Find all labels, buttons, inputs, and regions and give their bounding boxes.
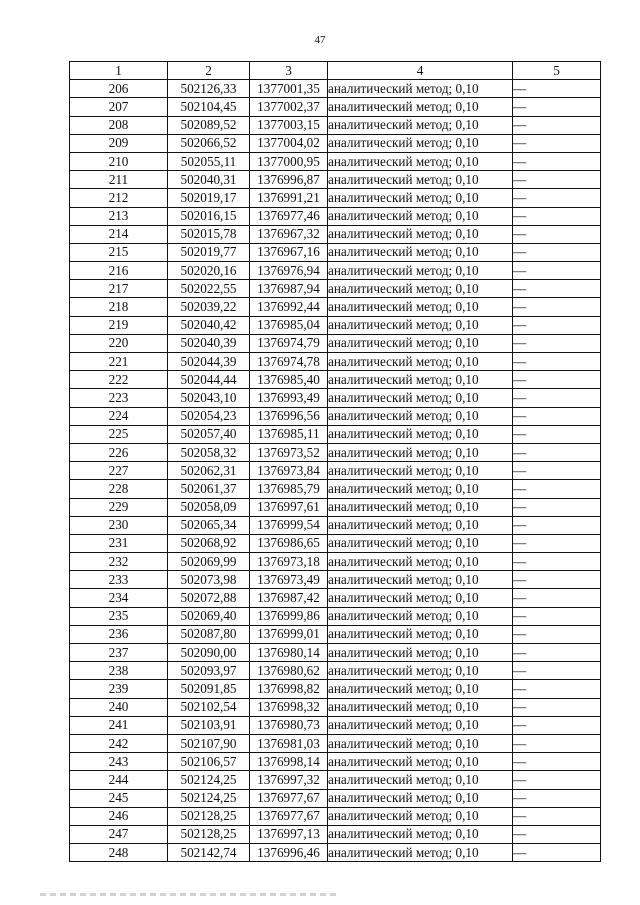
coord-x-cell: 502126,33 bbox=[168, 80, 250, 98]
point-number-cell: 225 bbox=[70, 425, 168, 443]
coord-x-cell: 502039,22 bbox=[168, 298, 250, 316]
coord-x-cell: 502102,54 bbox=[168, 698, 250, 716]
coord-x-cell: 502015,78 bbox=[168, 225, 250, 243]
coord-y-cell: 1376998,14 bbox=[250, 753, 328, 771]
coord-y-cell: 1376996,46 bbox=[250, 844, 328, 862]
method-accuracy-cell: аналитический метод; 0,10 bbox=[328, 480, 513, 498]
coord-y-cell: 1376985,04 bbox=[250, 316, 328, 334]
method-accuracy-cell: аналитический метод; 0,10 bbox=[328, 734, 513, 752]
point-number-cell: 222 bbox=[70, 371, 168, 389]
method-accuracy-cell: аналитический метод; 0,10 bbox=[328, 152, 513, 170]
table-row bbox=[70, 243, 601, 261]
coord-y-cell: 1376985,11 bbox=[250, 425, 328, 443]
table-row bbox=[70, 807, 601, 825]
method-accuracy-cell: аналитический метод; 0,10 bbox=[328, 680, 513, 698]
table-row bbox=[70, 334, 601, 352]
coord-y-cell: 1376977,67 bbox=[250, 789, 328, 807]
coord-x-cell: 502044,44 bbox=[168, 371, 250, 389]
method-accuracy-cell: аналитический метод; 0,10 bbox=[328, 589, 513, 607]
method-accuracy-cell: аналитический метод; 0,10 bbox=[328, 807, 513, 825]
point-number-cell: 236 bbox=[70, 625, 168, 643]
method-accuracy-cell: аналитический метод; 0,10 bbox=[328, 716, 513, 734]
note-cell: — bbox=[513, 680, 601, 698]
method-accuracy-cell: аналитический метод; 0,10 bbox=[328, 171, 513, 189]
note-cell: — bbox=[513, 425, 601, 443]
note-cell: — bbox=[513, 825, 601, 843]
coord-y-cell: 1376996,56 bbox=[250, 407, 328, 425]
point-number-cell: 246 bbox=[70, 807, 168, 825]
method-accuracy-cell: аналитический метод; 0,10 bbox=[328, 553, 513, 571]
method-accuracy-cell: аналитический метод; 0,10 bbox=[328, 207, 513, 225]
note-cell: — bbox=[513, 353, 601, 371]
coord-x-cell: 502128,25 bbox=[168, 807, 250, 825]
coord-y-cell: 1376977,67 bbox=[250, 807, 328, 825]
point-number-cell: 215 bbox=[70, 243, 168, 261]
table-body bbox=[70, 80, 601, 862]
coord-y-cell: 1376997,61 bbox=[250, 498, 328, 516]
method-accuracy-cell: аналитический метод; 0,10 bbox=[328, 844, 513, 862]
point-number-cell: 244 bbox=[70, 771, 168, 789]
coord-x-cell: 502065,34 bbox=[168, 516, 250, 534]
method-accuracy-cell: аналитический метод; 0,10 bbox=[328, 371, 513, 389]
header-col-4: 4 bbox=[328, 62, 513, 80]
point-number-cell: 224 bbox=[70, 407, 168, 425]
coord-y-cell: 1376977,46 bbox=[250, 207, 328, 225]
table-row bbox=[70, 134, 601, 152]
coord-x-cell: 502019,17 bbox=[168, 189, 250, 207]
coord-y-cell: 1377003,15 bbox=[250, 116, 328, 134]
coord-y-cell: 1376976,94 bbox=[250, 262, 328, 280]
method-accuracy-cell: аналитический метод; 0,10 bbox=[328, 462, 513, 480]
coord-x-cell: 502055,11 bbox=[168, 152, 250, 170]
point-number-cell: 209 bbox=[70, 134, 168, 152]
note-cell: — bbox=[513, 298, 601, 316]
coord-x-cell: 502091,85 bbox=[168, 680, 250, 698]
coord-x-cell: 502019,77 bbox=[168, 243, 250, 261]
coord-y-cell: 1376973,49 bbox=[250, 571, 328, 589]
coord-x-cell: 502104,45 bbox=[168, 98, 250, 116]
coord-x-cell: 502107,90 bbox=[168, 734, 250, 752]
coord-x-cell: 502040,39 bbox=[168, 334, 250, 352]
method-accuracy-cell: аналитический метод; 0,10 bbox=[328, 116, 513, 134]
point-number-cell: 248 bbox=[70, 844, 168, 862]
note-cell: — bbox=[513, 371, 601, 389]
coord-y-cell: 1376980,62 bbox=[250, 662, 328, 680]
table-row bbox=[70, 716, 601, 734]
point-number-cell: 214 bbox=[70, 225, 168, 243]
point-number-cell: 218 bbox=[70, 298, 168, 316]
point-number-cell: 235 bbox=[70, 607, 168, 625]
table-row bbox=[70, 425, 601, 443]
table-row bbox=[70, 516, 601, 534]
coord-x-cell: 502069,99 bbox=[168, 553, 250, 571]
point-number-cell: 228 bbox=[70, 480, 168, 498]
table-row bbox=[70, 625, 601, 643]
method-accuracy-cell: аналитический метод; 0,10 bbox=[328, 189, 513, 207]
point-number-cell: 240 bbox=[70, 698, 168, 716]
table-row bbox=[70, 462, 601, 480]
coord-y-cell: 1376986,65 bbox=[250, 534, 328, 552]
table-row bbox=[70, 280, 601, 298]
point-number-cell: 247 bbox=[70, 825, 168, 843]
table-row bbox=[70, 116, 601, 134]
table-row bbox=[70, 225, 601, 243]
note-cell: — bbox=[513, 116, 601, 134]
coord-x-cell: 502068,92 bbox=[168, 534, 250, 552]
note-cell: — bbox=[513, 134, 601, 152]
coord-y-cell: 1376996,87 bbox=[250, 171, 328, 189]
method-accuracy-cell: аналитический метод; 0,10 bbox=[328, 753, 513, 771]
table-row bbox=[70, 353, 601, 371]
header-col-1: 1 bbox=[70, 62, 168, 80]
point-number-cell: 239 bbox=[70, 680, 168, 698]
coord-y-cell: 1376997,32 bbox=[250, 771, 328, 789]
method-accuracy-cell: аналитический метод; 0,10 bbox=[328, 534, 513, 552]
note-cell: — bbox=[513, 844, 601, 862]
point-number-cell: 216 bbox=[70, 262, 168, 280]
coord-y-cell: 1377004,02 bbox=[250, 134, 328, 152]
point-number-cell: 237 bbox=[70, 644, 168, 662]
point-number-cell: 243 bbox=[70, 753, 168, 771]
coord-y-cell: 1376985,40 bbox=[250, 371, 328, 389]
coord-y-cell: 1376993,49 bbox=[250, 389, 328, 407]
table-row bbox=[70, 262, 601, 280]
note-cell: — bbox=[513, 443, 601, 461]
header-col-5: 5 bbox=[513, 62, 601, 80]
point-number-cell: 231 bbox=[70, 534, 168, 552]
coord-x-cell: 502022,55 bbox=[168, 280, 250, 298]
coord-y-cell: 1376992,44 bbox=[250, 298, 328, 316]
coord-y-cell: 1376985,79 bbox=[250, 480, 328, 498]
method-accuracy-cell: аналитический метод; 0,10 bbox=[328, 225, 513, 243]
point-number-cell: 217 bbox=[70, 280, 168, 298]
note-cell: — bbox=[513, 753, 601, 771]
coord-y-cell: 1376987,42 bbox=[250, 589, 328, 607]
coord-x-cell: 502128,25 bbox=[168, 825, 250, 843]
note-cell: — bbox=[513, 262, 601, 280]
table-header-row bbox=[70, 62, 601, 80]
table-row bbox=[70, 825, 601, 843]
coord-y-cell: 1376967,32 bbox=[250, 225, 328, 243]
note-cell: — bbox=[513, 498, 601, 516]
coord-x-cell: 502054,23 bbox=[168, 407, 250, 425]
table-row bbox=[70, 389, 601, 407]
method-accuracy-cell: аналитический метод; 0,10 bbox=[328, 625, 513, 643]
note-cell: — bbox=[513, 334, 601, 352]
point-number-cell: 227 bbox=[70, 462, 168, 480]
coord-x-cell: 502124,25 bbox=[168, 789, 250, 807]
note-cell: — bbox=[513, 662, 601, 680]
coord-y-cell: 1376998,82 bbox=[250, 680, 328, 698]
point-number-cell: 229 bbox=[70, 498, 168, 516]
note-cell: — bbox=[513, 771, 601, 789]
method-accuracy-cell: аналитический метод; 0,10 bbox=[328, 389, 513, 407]
coord-y-cell: 1376974,78 bbox=[250, 353, 328, 371]
point-number-cell: 245 bbox=[70, 789, 168, 807]
note-cell: — bbox=[513, 644, 601, 662]
note-cell: — bbox=[513, 480, 601, 498]
table-row bbox=[70, 662, 601, 680]
coord-x-cell: 502066,52 bbox=[168, 134, 250, 152]
table-row bbox=[70, 534, 601, 552]
note-cell: — bbox=[513, 98, 601, 116]
note-cell: — bbox=[513, 534, 601, 552]
coord-y-cell: 1376991,21 bbox=[250, 189, 328, 207]
table-row bbox=[70, 152, 601, 170]
coord-x-cell: 502072,88 bbox=[168, 589, 250, 607]
coord-x-cell: 502058,32 bbox=[168, 443, 250, 461]
scan-artifact bbox=[40, 893, 340, 896]
table-row bbox=[70, 553, 601, 571]
coord-y-cell: 1376973,84 bbox=[250, 462, 328, 480]
note-cell: — bbox=[513, 407, 601, 425]
method-accuracy-cell: аналитический метод; 0,10 bbox=[328, 98, 513, 116]
note-cell: — bbox=[513, 152, 601, 170]
coord-x-cell: 502089,52 bbox=[168, 116, 250, 134]
note-cell: — bbox=[513, 207, 601, 225]
coord-y-cell: 1377001,35 bbox=[250, 80, 328, 98]
point-number-cell: 206 bbox=[70, 80, 168, 98]
method-accuracy-cell: аналитический метод; 0,10 bbox=[328, 280, 513, 298]
coord-y-cell: 1376999,01 bbox=[250, 625, 328, 643]
point-number-cell: 213 bbox=[70, 207, 168, 225]
table-row bbox=[70, 571, 601, 589]
method-accuracy-cell: аналитический метод; 0,10 bbox=[328, 825, 513, 843]
method-accuracy-cell: аналитический метод; 0,10 bbox=[328, 571, 513, 589]
note-cell: — bbox=[513, 625, 601, 643]
point-number-cell: 223 bbox=[70, 389, 168, 407]
table-row bbox=[70, 680, 601, 698]
coord-y-cell: 1376980,14 bbox=[250, 644, 328, 662]
coord-x-cell: 502106,57 bbox=[168, 753, 250, 771]
table-row bbox=[70, 789, 601, 807]
coord-y-cell: 1376967,16 bbox=[250, 243, 328, 261]
coord-y-cell: 1376999,54 bbox=[250, 516, 328, 534]
coordinates-table bbox=[69, 61, 601, 862]
coord-y-cell: 1376973,52 bbox=[250, 443, 328, 461]
method-accuracy-cell: аналитический метод; 0,10 bbox=[328, 516, 513, 534]
coord-y-cell: 1376973,18 bbox=[250, 553, 328, 571]
coord-x-cell: 502040,31 bbox=[168, 171, 250, 189]
coord-x-cell: 502020,16 bbox=[168, 262, 250, 280]
coord-x-cell: 502090,00 bbox=[168, 644, 250, 662]
method-accuracy-cell: аналитический метод; 0,10 bbox=[328, 407, 513, 425]
point-number-cell: 238 bbox=[70, 662, 168, 680]
coord-x-cell: 502043,10 bbox=[168, 389, 250, 407]
note-cell: — bbox=[513, 280, 601, 298]
note-cell: — bbox=[513, 243, 601, 261]
note-cell: — bbox=[513, 225, 601, 243]
method-accuracy-cell: аналитический метод; 0,10 bbox=[328, 607, 513, 625]
table-row bbox=[70, 371, 601, 389]
point-number-cell: 208 bbox=[70, 116, 168, 134]
method-accuracy-cell: аналитический метод; 0,10 bbox=[328, 243, 513, 261]
table-row bbox=[70, 644, 601, 662]
point-number-cell: 226 bbox=[70, 443, 168, 461]
table-row bbox=[70, 207, 601, 225]
point-number-cell: 233 bbox=[70, 571, 168, 589]
note-cell: — bbox=[513, 389, 601, 407]
note-cell: — bbox=[513, 189, 601, 207]
note-cell: — bbox=[513, 553, 601, 571]
point-number-cell: 221 bbox=[70, 353, 168, 371]
point-number-cell: 232 bbox=[70, 553, 168, 571]
note-cell: — bbox=[513, 607, 601, 625]
table-row bbox=[70, 80, 601, 98]
method-accuracy-cell: аналитический метод; 0,10 bbox=[328, 443, 513, 461]
method-accuracy-cell: аналитический метод; 0,10 bbox=[328, 334, 513, 352]
note-cell: — bbox=[513, 571, 601, 589]
method-accuracy-cell: аналитический метод; 0,10 bbox=[328, 771, 513, 789]
coord-x-cell: 502016,15 bbox=[168, 207, 250, 225]
note-cell: — bbox=[513, 716, 601, 734]
method-accuracy-cell: аналитический метод; 0,10 bbox=[328, 80, 513, 98]
note-cell: — bbox=[513, 734, 601, 752]
coord-y-cell: 1376997,13 bbox=[250, 825, 328, 843]
method-accuracy-cell: аналитический метод; 0,10 bbox=[328, 662, 513, 680]
table-row bbox=[70, 589, 601, 607]
coord-y-cell: 1376998,32 bbox=[250, 698, 328, 716]
coord-x-cell: 502062,31 bbox=[168, 462, 250, 480]
table-row bbox=[70, 298, 601, 316]
note-cell: — bbox=[513, 698, 601, 716]
table-row bbox=[70, 98, 601, 116]
coord-x-cell: 502061,37 bbox=[168, 480, 250, 498]
method-accuracy-cell: аналитический метод; 0,10 bbox=[328, 644, 513, 662]
point-number-cell: 230 bbox=[70, 516, 168, 534]
header-col-3: 3 bbox=[250, 62, 328, 80]
table-row bbox=[70, 844, 601, 862]
method-accuracy-cell: аналитический метод; 0,10 bbox=[328, 698, 513, 716]
coord-x-cell: 502073,98 bbox=[168, 571, 250, 589]
table-row bbox=[70, 316, 601, 334]
header-col-2: 2 bbox=[168, 62, 250, 80]
method-accuracy-cell: аналитический метод; 0,10 bbox=[328, 298, 513, 316]
point-number-cell: 211 bbox=[70, 171, 168, 189]
table-row bbox=[70, 407, 601, 425]
method-accuracy-cell: аналитический метод; 0,10 bbox=[328, 789, 513, 807]
method-accuracy-cell: аналитический метод; 0,10 bbox=[328, 425, 513, 443]
method-accuracy-cell: аналитический метод; 0,10 bbox=[328, 262, 513, 280]
table-row bbox=[70, 480, 601, 498]
coord-y-cell: 1377002,37 bbox=[250, 98, 328, 116]
table-row bbox=[70, 443, 601, 461]
method-accuracy-cell: аналитический метод; 0,10 bbox=[328, 134, 513, 152]
note-cell: — bbox=[513, 462, 601, 480]
note-cell: — bbox=[513, 789, 601, 807]
table-row bbox=[70, 734, 601, 752]
coord-y-cell: 1376999,86 bbox=[250, 607, 328, 625]
table-row bbox=[70, 171, 601, 189]
point-number-cell: 212 bbox=[70, 189, 168, 207]
note-cell: — bbox=[513, 516, 601, 534]
method-accuracy-cell: аналитический метод; 0,10 bbox=[328, 498, 513, 516]
note-cell: — bbox=[513, 589, 601, 607]
coord-x-cell: 502040,42 bbox=[168, 316, 250, 334]
method-accuracy-cell: аналитический метод; 0,10 bbox=[328, 353, 513, 371]
note-cell: — bbox=[513, 807, 601, 825]
point-number-cell: 234 bbox=[70, 589, 168, 607]
coord-x-cell: 502069,40 bbox=[168, 607, 250, 625]
point-number-cell: 242 bbox=[70, 734, 168, 752]
point-number-cell: 241 bbox=[70, 716, 168, 734]
coord-x-cell: 502142,74 bbox=[168, 844, 250, 862]
note-cell: — bbox=[513, 171, 601, 189]
point-number-cell: 210 bbox=[70, 152, 168, 170]
point-number-cell: 207 bbox=[70, 98, 168, 116]
note-cell: — bbox=[513, 80, 601, 98]
coord-x-cell: 502044,39 bbox=[168, 353, 250, 371]
coord-x-cell: 502103,91 bbox=[168, 716, 250, 734]
point-number-cell: 219 bbox=[70, 316, 168, 334]
coord-x-cell: 502093,97 bbox=[168, 662, 250, 680]
page-number: 47 bbox=[314, 34, 326, 46]
method-accuracy-cell: аналитический метод; 0,10 bbox=[328, 316, 513, 334]
table-row bbox=[70, 771, 601, 789]
table-row bbox=[70, 189, 601, 207]
coord-x-cell: 502087,80 bbox=[168, 625, 250, 643]
coord-x-cell: 502124,25 bbox=[168, 771, 250, 789]
coord-x-cell: 502058,09 bbox=[168, 498, 250, 516]
table-row bbox=[70, 698, 601, 716]
coord-x-cell: 502057,40 bbox=[168, 425, 250, 443]
table-row bbox=[70, 607, 601, 625]
note-cell: — bbox=[513, 316, 601, 334]
table-row bbox=[70, 753, 601, 771]
coord-y-cell: 1376980,73 bbox=[250, 716, 328, 734]
table-row bbox=[70, 498, 601, 516]
coord-y-cell: 1376987,94 bbox=[250, 280, 328, 298]
point-number-cell: 220 bbox=[70, 334, 168, 352]
coord-y-cell: 1376974,79 bbox=[250, 334, 328, 352]
coord-y-cell: 1377000,95 bbox=[250, 152, 328, 170]
coord-y-cell: 1376981,03 bbox=[250, 734, 328, 752]
